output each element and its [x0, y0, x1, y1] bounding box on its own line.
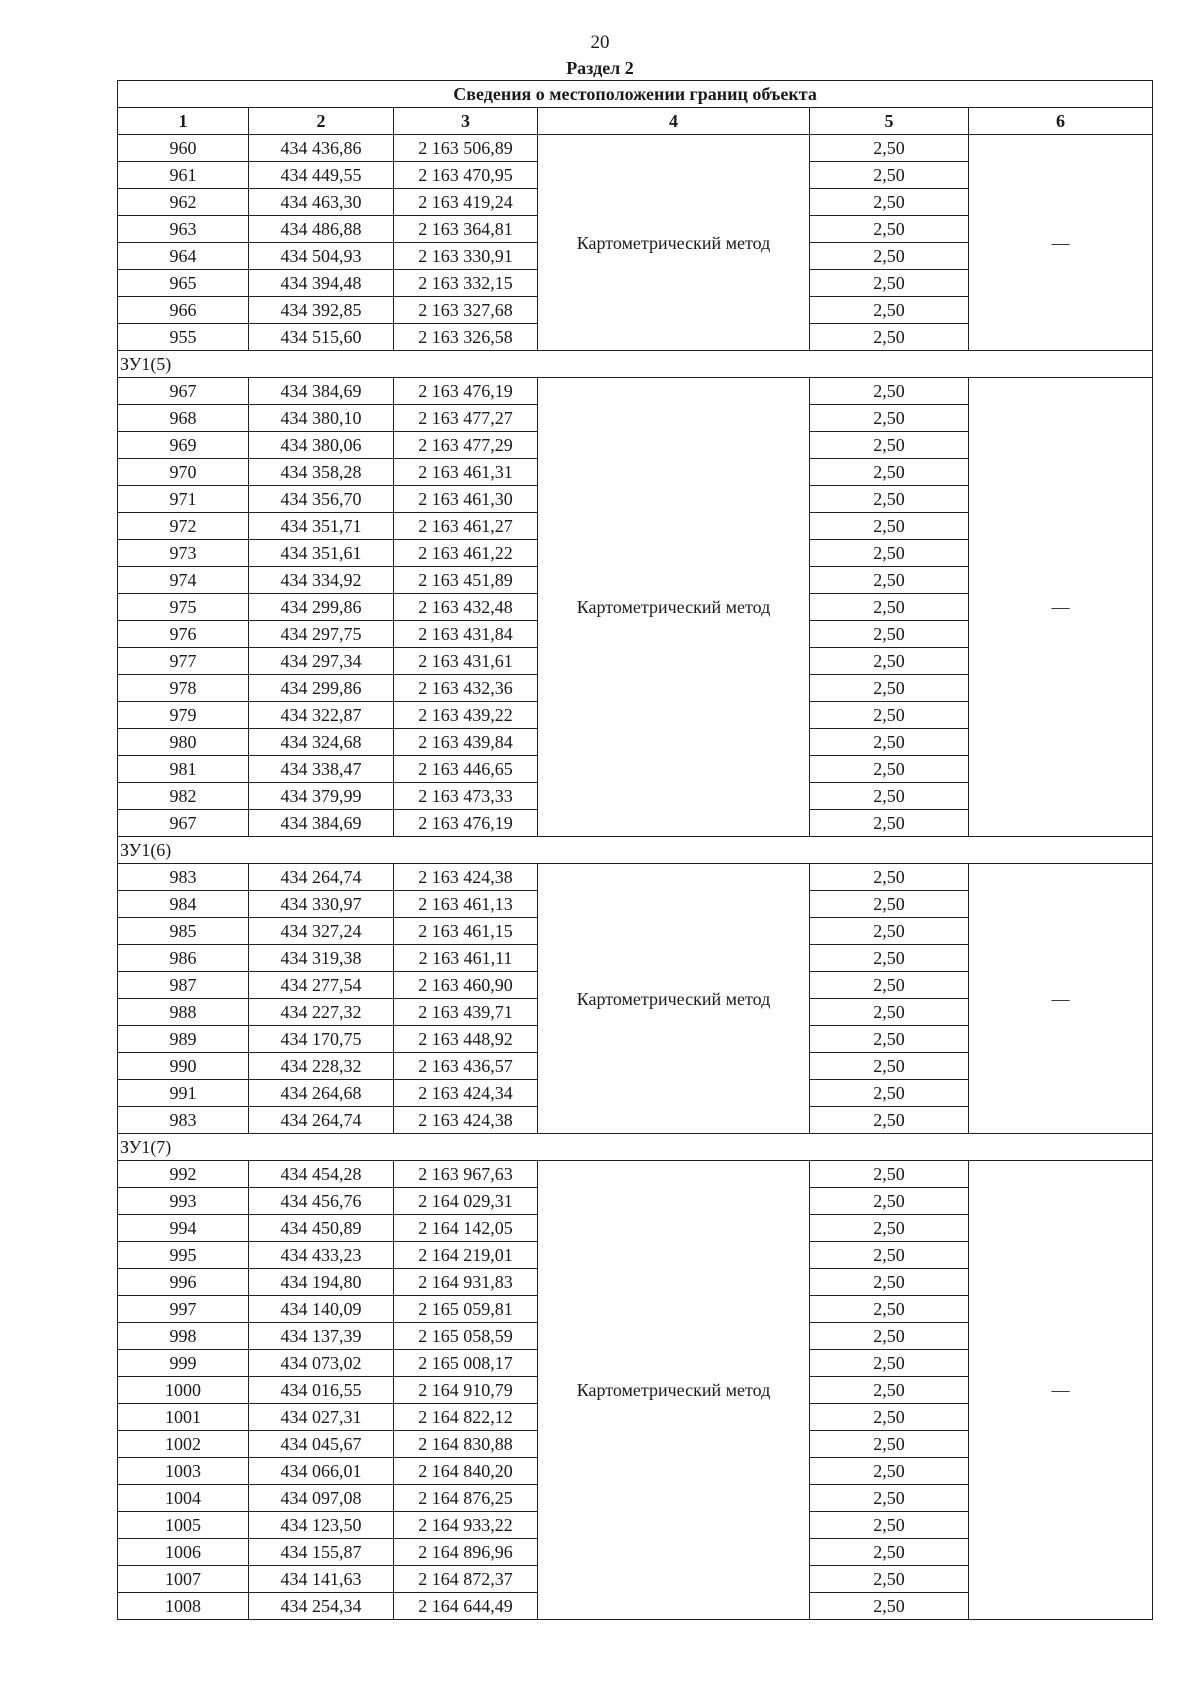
x-coordinate-cell: 434 123,50 [249, 1512, 394, 1539]
accuracy-cell: 2,50 [810, 1269, 969, 1296]
y-coordinate-cell: 2 163 461,13 [394, 891, 538, 918]
x-coordinate-cell: 434 351,71 [249, 513, 394, 540]
y-coordinate-cell: 2 163 424,34 [394, 1080, 538, 1107]
column-6-cell: — [969, 135, 1153, 351]
point-number-cell: 962 [118, 189, 249, 216]
point-number-cell: 973 [118, 540, 249, 567]
x-coordinate-cell: 434 327,24 [249, 918, 394, 945]
y-coordinate-cell: 2 164 931,83 [394, 1269, 538, 1296]
x-coordinate-cell: 434 454,28 [249, 1161, 394, 1188]
point-number-cell: 975 [118, 594, 249, 621]
x-coordinate-cell: 434 324,68 [249, 729, 394, 756]
group-label: ЗУ1(7) [118, 1134, 1153, 1161]
x-coordinate-cell: 434 330,97 [249, 891, 394, 918]
point-number-cell: 967 [118, 810, 249, 837]
x-coordinate-cell: 434 141,63 [249, 1566, 394, 1593]
accuracy-cell: 2,50 [810, 1539, 969, 1566]
column-header-5: 5 [810, 108, 969, 135]
x-coordinate-cell: 434 254,34 [249, 1593, 394, 1620]
x-coordinate-cell: 434 194,80 [249, 1269, 394, 1296]
x-coordinate-cell: 434 322,87 [249, 702, 394, 729]
accuracy-cell: 2,50 [810, 297, 969, 324]
accuracy-cell: 2,50 [810, 1107, 969, 1134]
accuracy-cell: 2,50 [810, 1485, 969, 1512]
point-number-cell: 1006 [118, 1539, 249, 1566]
y-coordinate-cell: 2 165 058,59 [394, 1323, 538, 1350]
y-coordinate-cell: 2 163 327,68 [394, 297, 538, 324]
accuracy-cell: 2,50 [810, 1053, 969, 1080]
y-coordinate-cell: 2 163 477,27 [394, 405, 538, 432]
point-number-cell: 997 [118, 1296, 249, 1323]
x-coordinate-cell: 434 264,74 [249, 1107, 394, 1134]
point-number-cell: 966 [118, 297, 249, 324]
point-number-cell: 965 [118, 270, 249, 297]
x-coordinate-cell: 434 515,60 [249, 324, 394, 351]
accuracy-cell: 2,50 [810, 135, 969, 162]
y-coordinate-cell: 2 163 439,22 [394, 702, 538, 729]
accuracy-cell: 2,50 [810, 432, 969, 459]
y-coordinate-cell: 2 163 461,22 [394, 540, 538, 567]
x-coordinate-cell: 434 351,61 [249, 540, 394, 567]
method-cell: Картометрический метод [538, 135, 810, 351]
group-label: ЗУ1(5) [118, 351, 1153, 378]
accuracy-cell: 2,50 [810, 999, 969, 1026]
x-coordinate-cell: 434 504,93 [249, 243, 394, 270]
accuracy-cell: 2,50 [810, 1593, 969, 1620]
x-coordinate-cell: 434 277,54 [249, 972, 394, 999]
accuracy-cell: 2,50 [810, 729, 969, 756]
accuracy-cell: 2,50 [810, 810, 969, 837]
x-coordinate-cell: 434 066,01 [249, 1458, 394, 1485]
column-header-6: 6 [969, 108, 1153, 135]
point-number-cell: 999 [118, 1350, 249, 1377]
accuracy-cell: 2,50 [810, 243, 969, 270]
accuracy-cell: 2,50 [810, 486, 969, 513]
accuracy-cell: 2,50 [810, 648, 969, 675]
y-coordinate-cell: 2 164 910,79 [394, 1377, 538, 1404]
accuracy-cell: 2,50 [810, 1242, 969, 1269]
accuracy-cell: 2,50 [810, 1296, 969, 1323]
accuracy-cell: 2,50 [810, 378, 969, 405]
y-coordinate-cell: 2 163 326,58 [394, 324, 538, 351]
y-coordinate-cell: 2 163 364,81 [394, 216, 538, 243]
point-number-cell: 984 [118, 891, 249, 918]
accuracy-cell: 2,50 [810, 1404, 969, 1431]
y-coordinate-cell: 2 163 460,90 [394, 972, 538, 999]
point-number-cell: 972 [118, 513, 249, 540]
method-cell: Картометрический метод [538, 864, 810, 1134]
point-number-cell: 981 [118, 756, 249, 783]
section-title: Раздел 2 [566, 58, 634, 78]
x-coordinate-cell: 434 299,86 [249, 594, 394, 621]
point-number-cell: 1003 [118, 1458, 249, 1485]
accuracy-cell: 2,50 [810, 1458, 969, 1485]
method-cell: Картометрический метод [538, 1161, 810, 1620]
x-coordinate-cell: 434 338,47 [249, 756, 394, 783]
point-number-cell: 992 [118, 1161, 249, 1188]
y-coordinate-cell: 2 164 896,96 [394, 1539, 538, 1566]
point-number-cell: 980 [118, 729, 249, 756]
point-number-cell: 987 [118, 972, 249, 999]
point-number-cell: 977 [118, 648, 249, 675]
y-coordinate-cell: 2 163 473,33 [394, 783, 538, 810]
y-coordinate-cell: 2 163 332,15 [394, 270, 538, 297]
y-coordinate-cell: 2 163 424,38 [394, 864, 538, 891]
column-6-cell: — [969, 1161, 1153, 1620]
y-coordinate-cell: 2 165 008,17 [394, 1350, 538, 1377]
point-number-cell: 1000 [118, 1377, 249, 1404]
x-coordinate-cell: 434 384,69 [249, 378, 394, 405]
boundary-coordinates-table [117, 80, 1153, 1620]
accuracy-cell: 2,50 [810, 324, 969, 351]
point-number-cell: 986 [118, 945, 249, 972]
accuracy-cell: 2,50 [810, 162, 969, 189]
x-coordinate-cell: 434 486,88 [249, 216, 394, 243]
y-coordinate-cell: 2 163 330,91 [394, 243, 538, 270]
accuracy-cell: 2,50 [810, 594, 969, 621]
column-header-1: 1 [118, 108, 249, 135]
point-number-cell: 985 [118, 918, 249, 945]
y-coordinate-cell: 2 163 436,57 [394, 1053, 538, 1080]
column-header-3: 3 [394, 108, 538, 135]
y-coordinate-cell: 2 164 872,37 [394, 1566, 538, 1593]
y-coordinate-cell: 2 163 470,95 [394, 162, 538, 189]
accuracy-cell: 2,50 [810, 513, 969, 540]
accuracy-cell: 2,50 [810, 945, 969, 972]
y-coordinate-cell: 2 164 830,88 [394, 1431, 538, 1458]
x-coordinate-cell: 434 170,75 [249, 1026, 394, 1053]
point-number-cell: 983 [118, 1107, 249, 1134]
y-coordinate-cell: 2 163 461,27 [394, 513, 538, 540]
y-coordinate-cell: 2 164 840,20 [394, 1458, 538, 1485]
x-coordinate-cell: 434 380,06 [249, 432, 394, 459]
x-coordinate-cell: 434 356,70 [249, 486, 394, 513]
point-number-cell: 990 [118, 1053, 249, 1080]
accuracy-cell: 2,50 [810, 1188, 969, 1215]
x-coordinate-cell: 434 016,55 [249, 1377, 394, 1404]
y-coordinate-cell: 2 164 029,31 [394, 1188, 538, 1215]
x-coordinate-cell: 434 297,34 [249, 648, 394, 675]
accuracy-cell: 2,50 [810, 270, 969, 297]
column-header-2: 2 [249, 108, 394, 135]
y-coordinate-cell: 2 163 451,89 [394, 567, 538, 594]
x-coordinate-cell: 434 264,68 [249, 1080, 394, 1107]
x-coordinate-cell: 434 456,76 [249, 1188, 394, 1215]
accuracy-cell: 2,50 [810, 783, 969, 810]
accuracy-cell: 2,50 [810, 1377, 969, 1404]
y-coordinate-cell: 2 165 059,81 [394, 1296, 538, 1323]
accuracy-cell: 2,50 [810, 459, 969, 486]
table-row [118, 378, 1153, 405]
y-coordinate-cell: 2 163 506,89 [394, 135, 538, 162]
x-coordinate-cell: 434 297,75 [249, 621, 394, 648]
y-coordinate-cell: 2 164 219,01 [394, 1242, 538, 1269]
accuracy-cell: 2,50 [810, 1161, 969, 1188]
point-number-cell: 969 [118, 432, 249, 459]
y-coordinate-cell: 2 163 439,84 [394, 729, 538, 756]
y-coordinate-cell: 2 163 476,19 [394, 810, 538, 837]
table-body [118, 135, 1153, 1620]
accuracy-cell: 2,50 [810, 540, 969, 567]
x-coordinate-cell: 434 137,39 [249, 1323, 394, 1350]
y-coordinate-cell: 2 164 933,22 [394, 1512, 538, 1539]
point-number-cell: 963 [118, 216, 249, 243]
x-coordinate-cell: 434 358,28 [249, 459, 394, 486]
x-coordinate-cell: 434 449,55 [249, 162, 394, 189]
point-number-cell: 955 [118, 324, 249, 351]
point-number-cell: 979 [118, 702, 249, 729]
accuracy-cell: 2,50 [810, 1566, 969, 1593]
group-label-row [118, 351, 1153, 378]
point-number-cell: 976 [118, 621, 249, 648]
table-row [118, 135, 1153, 162]
x-coordinate-cell: 434 394,48 [249, 270, 394, 297]
point-number-cell: 970 [118, 459, 249, 486]
x-coordinate-cell: 434 140,09 [249, 1296, 394, 1323]
point-number-cell: 995 [118, 1242, 249, 1269]
group-label: ЗУ1(6) [118, 837, 1153, 864]
x-coordinate-cell: 434 299,86 [249, 675, 394, 702]
y-coordinate-cell: 2 163 461,11 [394, 945, 538, 972]
point-number-cell: 974 [118, 567, 249, 594]
y-coordinate-cell: 2 163 439,71 [394, 999, 538, 1026]
accuracy-cell: 2,50 [810, 1215, 969, 1242]
y-coordinate-cell: 2 163 461,30 [394, 486, 538, 513]
x-coordinate-cell: 434 228,32 [249, 1053, 394, 1080]
y-coordinate-cell: 2 163 432,36 [394, 675, 538, 702]
y-coordinate-cell: 2 163 461,15 [394, 918, 538, 945]
x-coordinate-cell: 434 433,23 [249, 1242, 394, 1269]
accuracy-cell: 2,50 [810, 1080, 969, 1107]
column-6-cell: — [969, 378, 1153, 837]
accuracy-cell: 2,50 [810, 891, 969, 918]
point-number-cell: 993 [118, 1188, 249, 1215]
accuracy-cell: 2,50 [810, 1350, 969, 1377]
column-header-row [118, 108, 1153, 135]
x-coordinate-cell: 434 227,32 [249, 999, 394, 1026]
accuracy-cell: 2,50 [810, 702, 969, 729]
y-coordinate-cell: 2 164 644,49 [394, 1593, 538, 1620]
y-coordinate-cell: 2 163 431,84 [394, 621, 538, 648]
x-coordinate-cell: 434 450,89 [249, 1215, 394, 1242]
y-coordinate-cell: 2 164 142,05 [394, 1215, 538, 1242]
accuracy-cell: 2,50 [810, 756, 969, 783]
table-caption-row [118, 81, 1153, 108]
x-coordinate-cell: 434 463,30 [249, 189, 394, 216]
point-number-cell: 988 [118, 999, 249, 1026]
group-label-row [118, 837, 1153, 864]
accuracy-cell: 2,50 [810, 864, 969, 891]
point-number-cell: 983 [118, 864, 249, 891]
point-number-cell: 978 [118, 675, 249, 702]
y-coordinate-cell: 2 163 431,61 [394, 648, 538, 675]
column-6-cell: — [969, 864, 1153, 1134]
point-number-cell: 1001 [118, 1404, 249, 1431]
accuracy-cell: 2,50 [810, 918, 969, 945]
x-coordinate-cell: 434 379,99 [249, 783, 394, 810]
y-coordinate-cell: 2 164 822,12 [394, 1404, 538, 1431]
point-number-cell: 1005 [118, 1512, 249, 1539]
y-coordinate-cell: 2 163 419,24 [394, 189, 538, 216]
y-coordinate-cell: 2 163 446,65 [394, 756, 538, 783]
x-coordinate-cell: 434 155,87 [249, 1539, 394, 1566]
point-number-cell: 989 [118, 1026, 249, 1053]
group-label-row [118, 1134, 1153, 1161]
x-coordinate-cell: 434 436,86 [249, 135, 394, 162]
x-coordinate-cell: 434 319,38 [249, 945, 394, 972]
point-number-cell: 960 [118, 135, 249, 162]
accuracy-cell: 2,50 [810, 189, 969, 216]
accuracy-cell: 2,50 [810, 567, 969, 594]
point-number-cell: 1008 [118, 1593, 249, 1620]
point-number-cell: 967 [118, 378, 249, 405]
accuracy-cell: 2,50 [810, 405, 969, 432]
y-coordinate-cell: 2 163 476,19 [394, 378, 538, 405]
point-number-cell: 991 [118, 1080, 249, 1107]
point-number-cell: 994 [118, 1215, 249, 1242]
accuracy-cell: 2,50 [810, 675, 969, 702]
accuracy-cell: 2,50 [810, 972, 969, 999]
y-coordinate-cell: 2 163 448,92 [394, 1026, 538, 1053]
accuracy-cell: 2,50 [810, 621, 969, 648]
x-coordinate-cell: 434 264,74 [249, 864, 394, 891]
point-number-cell: 982 [118, 783, 249, 810]
table-row [118, 1161, 1153, 1188]
accuracy-cell: 2,50 [810, 1026, 969, 1053]
y-coordinate-cell: 2 163 477,29 [394, 432, 538, 459]
method-cell: Картометрический метод [538, 378, 810, 837]
x-coordinate-cell: 434 097,08 [249, 1485, 394, 1512]
page-number: 20 [590, 32, 610, 53]
x-coordinate-cell: 434 392,85 [249, 297, 394, 324]
x-coordinate-cell: 434 045,67 [249, 1431, 394, 1458]
y-coordinate-cell: 2 163 424,38 [394, 1107, 538, 1134]
table-caption: Сведения о местоположении границ объекта [118, 81, 1153, 108]
x-coordinate-cell: 434 334,92 [249, 567, 394, 594]
y-coordinate-cell: 2 163 967,63 [394, 1161, 538, 1188]
point-number-cell: 1004 [118, 1485, 249, 1512]
y-coordinate-cell: 2 163 461,31 [394, 459, 538, 486]
point-number-cell: 968 [118, 405, 249, 432]
point-number-cell: 998 [118, 1323, 249, 1350]
accuracy-cell: 2,50 [810, 1323, 969, 1350]
accuracy-cell: 2,50 [810, 216, 969, 243]
x-coordinate-cell: 434 384,69 [249, 810, 394, 837]
point-number-cell: 961 [118, 162, 249, 189]
y-coordinate-cell: 2 163 432,48 [394, 594, 538, 621]
y-coordinate-cell: 2 164 876,25 [394, 1485, 538, 1512]
x-coordinate-cell: 434 073,02 [249, 1350, 394, 1377]
point-number-cell: 996 [118, 1269, 249, 1296]
accuracy-cell: 2,50 [810, 1512, 969, 1539]
point-number-cell: 1002 [118, 1431, 249, 1458]
column-header-4: 4 [538, 108, 810, 135]
x-coordinate-cell: 434 027,31 [249, 1404, 394, 1431]
point-number-cell: 971 [118, 486, 249, 513]
x-coordinate-cell: 434 380,10 [249, 405, 394, 432]
accuracy-cell: 2,50 [810, 1431, 969, 1458]
point-number-cell: 964 [118, 243, 249, 270]
point-number-cell: 1007 [118, 1566, 249, 1593]
table-row [118, 864, 1153, 891]
